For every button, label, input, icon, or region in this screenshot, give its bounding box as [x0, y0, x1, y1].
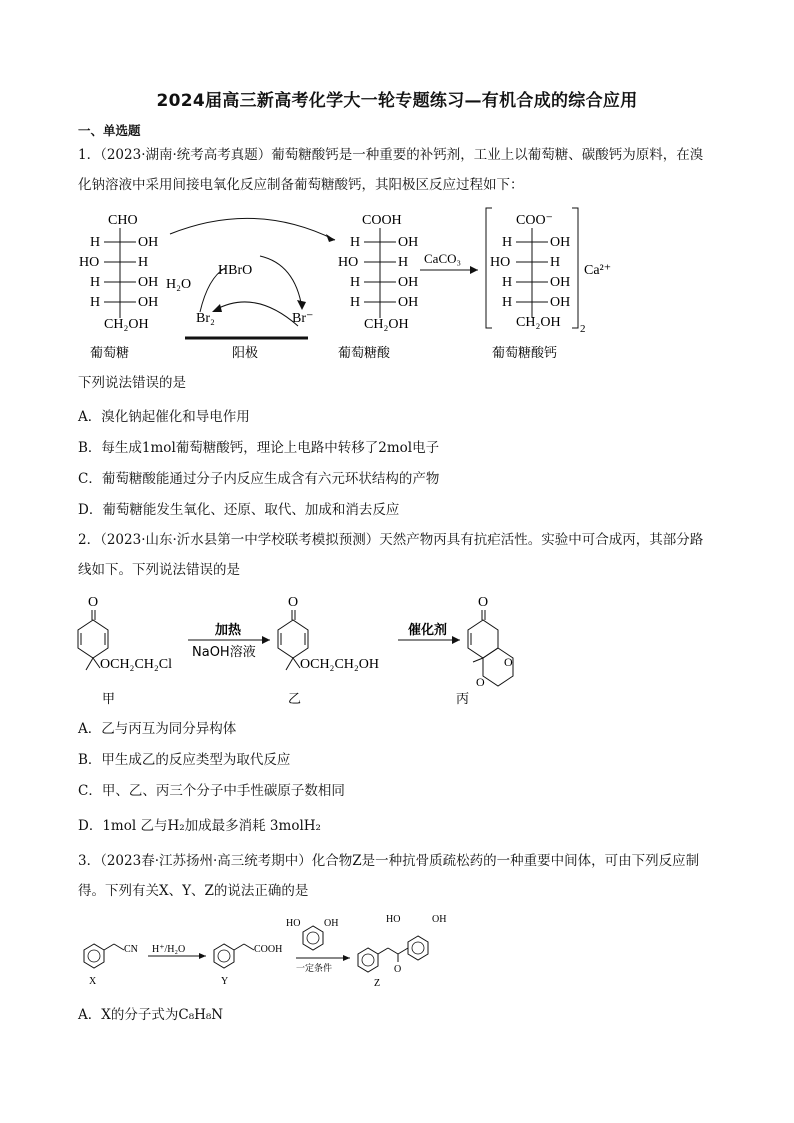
svg-text:O: O: [504, 655, 513, 669]
svg-text:Ca²⁺: Ca²⁺: [584, 263, 612, 278]
svg-text:HO: HO: [490, 255, 511, 270]
svg-text:NaOH溶液: NaOH溶液: [192, 645, 256, 660]
q1-option-a[interactable]: A．溴化钠起催化和导电作用: [78, 409, 250, 425]
label-glucose: 葡萄糖: [90, 346, 130, 361]
svg-text:甲: 甲: [102, 692, 116, 707]
svg-text:OCH₂CH₂Cl: OCH₂CH₂Cl: [100, 657, 172, 672]
svg-text:OH: OH: [550, 235, 571, 250]
svg-text:乙: 乙: [288, 692, 302, 707]
label-anode: 阳极: [232, 346, 259, 361]
resorcinol-reagent: [286, 918, 350, 974]
q1-option-b[interactable]: B．每生成1mol葡萄糖酸钙，理论上电路中转移了2mol电子: [78, 440, 440, 456]
svg-text:CH₂OH: CH₂OH: [516, 315, 561, 330]
svg-text:Y: Y: [221, 976, 229, 987]
svg-text:H: H: [350, 295, 361, 310]
svg-text:CaCO₃: CaCO₃: [424, 251, 462, 266]
svg-text:OH: OH: [432, 914, 447, 925]
svg-text:H: H: [138, 255, 149, 270]
q1-stem-line1: 1．（2023·湖南·统考高考真题）葡萄糖酸钙是一种重要的补钙剂，工业上以葡萄糖、碳酸钙为原料，在溴: [78, 147, 704, 163]
q2-option-a[interactable]: A．乙与丙互为同分异构体: [78, 721, 237, 737]
arrow-catalyst: [398, 622, 460, 644]
svg-text:2: 2: [580, 323, 586, 335]
arrow-acid-hydrolysis: [148, 944, 206, 959]
svg-text:HO: HO: [338, 255, 359, 270]
svg-text:CHO: CHO: [108, 213, 138, 228]
svg-text:OH: OH: [138, 295, 159, 310]
svg-text:H: H: [502, 275, 513, 290]
svg-text:OH: OH: [138, 235, 159, 250]
svg-text:HO: HO: [79, 255, 100, 270]
svg-text:H: H: [398, 255, 409, 270]
svg-text:O: O: [88, 595, 99, 610]
svg-text:Z: Z: [374, 978, 381, 988]
page-title: 2024届高三新高考化学大一轮专题练习—有机合成的综合应用: [156, 91, 638, 111]
calcium-gluconate-structure: [486, 208, 611, 361]
q2-stem-line1: 2．（2023·山东·沂水县第一中学校联考模拟预测）天然产物丙具有抗疟活性。实验中可合成丙，其部分路: [78, 532, 704, 548]
svg-text:COOH: COOH: [254, 944, 283, 955]
compound-bing: [456, 595, 513, 707]
label-gluconic-acid: 葡萄糖酸: [338, 346, 391, 361]
anode-cycle: [166, 218, 335, 361]
svg-text:H: H: [90, 275, 101, 290]
label-calcium-gluconate: 葡萄糖酸钙: [492, 346, 558, 361]
svg-text:H: H: [90, 235, 101, 250]
caco3-arrow: [420, 251, 478, 274]
svg-text:O: O: [288, 595, 299, 610]
compound-yi: [278, 595, 379, 707]
q2-option-c[interactable]: C．甲、乙、丙三个分子中手性碳原子数相同: [78, 783, 345, 799]
svg-text:H: H: [350, 235, 361, 250]
svg-text:OH: OH: [324, 918, 339, 929]
svg-text:丙: 丙: [456, 692, 470, 707]
svg-text:O: O: [476, 675, 485, 689]
svg-text:H₂O: H₂O: [166, 277, 192, 292]
q2-option-b[interactable]: B．甲生成乙的反应类型为取代反应: [78, 752, 291, 768]
q3-option-a[interactable]: A．X的分子式为C₈H₈N: [78, 1007, 224, 1023]
svg-text:O: O: [478, 595, 489, 610]
svg-text:Br₂: Br₂: [196, 311, 215, 326]
svg-text:CH₂OH: CH₂OH: [104, 317, 149, 332]
gluconic-acid-structure: [338, 213, 418, 361]
svg-text:一定条件: 一定条件: [296, 964, 333, 974]
svg-text:OH: OH: [550, 275, 571, 290]
compound-y: [214, 944, 282, 987]
svg-text:催化剂: 催化剂: [408, 623, 448, 638]
svg-text:HO: HO: [286, 918, 301, 929]
arrow-heat-naoh: [188, 622, 270, 660]
svg-text:Br⁻: Br⁻: [292, 311, 314, 326]
q2-stem-line2: 线如下。下列说法错误的是: [78, 562, 240, 578]
svg-text:H: H: [502, 235, 513, 250]
svg-text:O: O: [394, 964, 402, 975]
svg-text:H: H: [502, 295, 513, 310]
svg-text:H: H: [90, 295, 101, 310]
svg-text:COOH: COOH: [362, 213, 402, 228]
q1-option-d[interactable]: D．葡萄糖能发生氧化、还原、取代、加成和消去反应: [78, 502, 400, 518]
svg-text:COO⁻: COO⁻: [516, 213, 553, 228]
svg-text:HBrO: HBrO: [218, 263, 253, 278]
svg-text:CN: CN: [124, 944, 138, 955]
svg-text:H: H: [350, 275, 361, 290]
svg-text:HO: HO: [386, 914, 401, 925]
q3-stem-line2: 得。下列有关X、Y、Z的说法正确的是: [78, 883, 309, 899]
compound-jia: [78, 595, 172, 707]
svg-text:OH: OH: [398, 275, 419, 290]
svg-text:OH: OH: [398, 235, 419, 250]
svg-text:X: X: [89, 976, 97, 987]
svg-text:H⁺/H₂O: H⁺/H₂O: [152, 944, 186, 955]
compound-x: [84, 944, 138, 987]
svg-text:OCH₂CH₂OH: OCH₂CH₂OH: [300, 657, 379, 672]
svg-text:OH: OH: [398, 295, 419, 310]
q2-reaction-diagram: [70, 590, 530, 710]
q1-question: 下列说法错误的是: [78, 375, 186, 391]
compound-z: [358, 914, 446, 988]
q1-option-c[interactable]: C．葡萄糖酸能通过分子内反应生成含有六元环状结构的产物: [78, 471, 440, 487]
q1-reaction-diagram: [70, 200, 630, 365]
section-heading: 一、单选题: [78, 123, 141, 138]
q2-option-d[interactable]: D．1mol 乙与H₂加成最多消耗 3molH₂: [78, 818, 321, 834]
glucose-structure: [79, 213, 158, 361]
svg-text:OH: OH: [138, 275, 159, 290]
q1-stem-line2: 化钠溶液中采用间接电氧化反应制备葡萄糖酸钙，其阳极区反应过程如下：: [78, 177, 524, 193]
svg-text:加热: 加热: [215, 623, 242, 638]
q3-reaction-diagram: [78, 908, 458, 988]
q3-stem-line1: 3．（2023春·江苏扬州·高三统考期中）化合物Z是一种抗骨质疏松药的一种重要中间体，可由下列反应制: [78, 853, 700, 869]
svg-text:OH: OH: [550, 295, 571, 310]
svg-text:H: H: [550, 255, 561, 270]
svg-text:CH₂OH: CH₂OH: [364, 317, 409, 332]
